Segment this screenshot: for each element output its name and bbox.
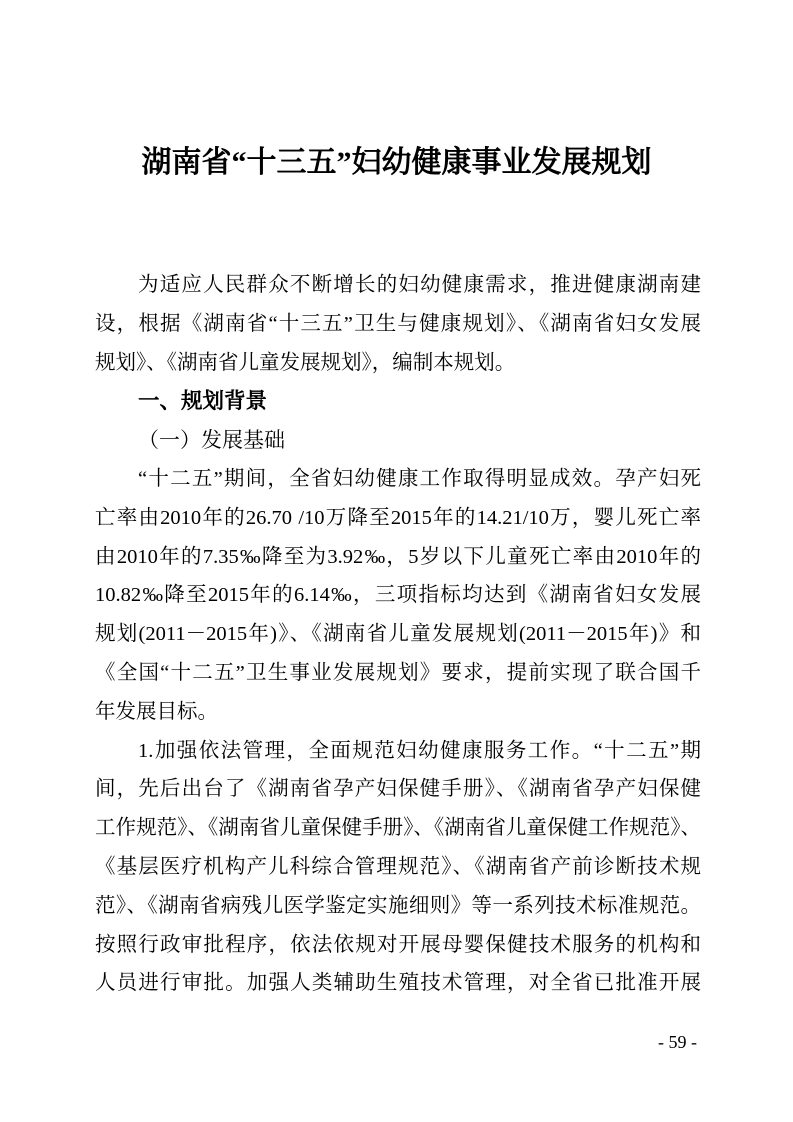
body-line: 10.82‰降至2015年的6.14‰，三项指标均达到《湖南省妇女发展 <box>95 584 701 607</box>
body-line: 人员进行审批。加强人类辅助生殖技术管理，对全省已批准开展 <box>95 972 701 995</box>
body-line: 规划(2011－2015年)》、《湖南省儿童发展规划(2011－2015年)》和 <box>95 623 701 646</box>
body-line: 按照行政审批程序，依法依规对开展母婴保健技术服务的机构和 <box>95 933 701 956</box>
section-heading: 一、规划背景 <box>138 389 268 414</box>
body-line: “十二五”期间，全省妇幼健康工作取得明显成效。孕产妇死 <box>138 467 701 490</box>
body-line: 年发展目标。 <box>95 700 218 723</box>
body-line: 由2010年的7.35‰降至为3.92‰，5岁以下儿童死亡率由2010年的 <box>95 545 701 568</box>
body-line: 《基层医疗机构产儿科综合管理规范》、《湖南省产前诊断技术规 <box>95 855 701 878</box>
body-line: 规划》、《湖南省儿童发展规划》，编制本规划。 <box>95 351 516 374</box>
body-line: 间，先后出台了《湖南省孕产妇保健手册》、《湖南省孕产妇保健 <box>95 778 701 801</box>
body-line: 设，根据《湖南省“十三五”卫生与健康规划》、《湖南省妇女发展 <box>95 312 701 335</box>
body-line: 1.加强依法管理，全面规范妇幼健康服务工作。“十二五”期 <box>138 739 701 762</box>
body-line: 《全国“十二五”卫生事业发展规划》要求，提前实现了联合国千 <box>95 661 701 684</box>
document-body <box>95 266 701 1003</box>
subsection-heading: （一）发展基础 <box>138 428 285 453</box>
page-number: - 59 - <box>658 1032 697 1052</box>
body-line: 工作规范》、《湖南省儿童保健手册》、《湖南省儿童保健工作规范》、 <box>95 817 701 840</box>
body-line: 为适应人民群众不断增长的妇幼健康需求，推进健康湖南建 <box>138 274 701 296</box>
body-line: 范》、《湖南省病残儿医学鉴定实施细则》等一系列技术标准规范。 <box>95 894 701 917</box>
body-line: 亡率由2010年的26.70 /10万降至2015年的14.21/10万，婴儿死亡率 <box>95 506 701 529</box>
document-title: 湖南省“十三五”妇幼健康事业发展规划 <box>141 146 652 179</box>
